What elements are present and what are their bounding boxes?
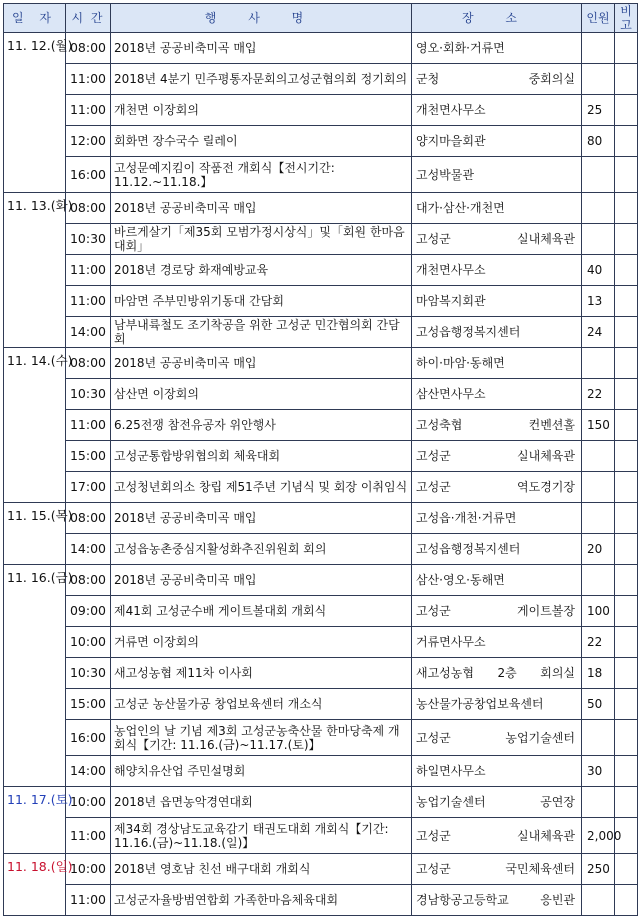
schedule-row — [4, 689, 638, 720]
note-cell — [615, 885, 638, 916]
place-cell: 고성읍행정복지센터 — [412, 534, 582, 565]
time-cell: 10:30 — [66, 658, 111, 689]
note-cell — [615, 95, 638, 126]
note-cell — [615, 64, 638, 95]
count-cell: 40 — [582, 255, 615, 286]
event-cell: 고성문예지킴이 작품전 개회식【전시기간: 11.12.~11.18.】 — [111, 157, 412, 193]
count-cell: 150 — [582, 410, 615, 441]
count-cell — [582, 33, 615, 64]
event-cell: 2018년 영호남 친선 배구대회 개회식 — [111, 854, 412, 885]
date-cell: 11. 18.(일) — [4, 854, 66, 916]
schedule-row — [4, 627, 638, 658]
count-cell: 13 — [582, 286, 615, 317]
schedule-row — [4, 472, 638, 503]
event-cell: 거류면 이장회의 — [111, 627, 412, 658]
schedule-row — [4, 348, 638, 379]
count-cell: 22 — [582, 627, 615, 658]
time-cell: 16:00 — [66, 720, 111, 756]
count-cell — [582, 441, 615, 472]
time-cell: 11:00 — [66, 95, 111, 126]
note-cell — [615, 720, 638, 756]
event-cell: 2018년 공공비축미곡 매입 — [111, 193, 412, 224]
count-cell: 30 — [582, 756, 615, 787]
place-cell: 하이·마암·동해면 — [412, 348, 582, 379]
place-cell: 삼산면사무소 — [412, 379, 582, 410]
schedule-row — [4, 503, 638, 534]
schedule-row — [4, 787, 638, 818]
schedule-table — [3, 3, 638, 916]
count-cell — [582, 787, 615, 818]
place-cell: 마암복지회관 — [412, 286, 582, 317]
count-cell — [582, 157, 615, 193]
time-cell: 10:30 — [66, 379, 111, 410]
time-cell: 11:00 — [66, 286, 111, 317]
schedule-row — [4, 565, 638, 596]
time-cell: 17:00 — [66, 472, 111, 503]
event-cell: 제34회 경상남도교육감기 태권도대회 개회식【기간: 11.16.(금)~11.18.(일)】 — [111, 818, 412, 854]
count-cell: 24 — [582, 317, 615, 348]
schedule-row — [4, 126, 638, 157]
time-cell: 08:00 — [66, 565, 111, 596]
date-cell: 11. 13.(화) — [4, 193, 66, 348]
count-cell — [582, 193, 615, 224]
header-event: 행 사 명 — [111, 4, 412, 33]
place-cell: 삼산·영오·동해면 — [412, 565, 582, 596]
schedule-row — [4, 410, 638, 441]
place-cell: 고성군 실내체육관 — [412, 224, 582, 255]
event-cell: 고성읍농촌중심지활성화추진위원회 회의 — [111, 534, 412, 565]
note-cell — [615, 193, 638, 224]
place-cell: 고성읍·개천·거류면 — [412, 503, 582, 534]
schedule-body — [4, 33, 638, 916]
event-cell: 고성군자율방범연합회 가족한마음체육대회 — [111, 885, 412, 916]
note-cell — [615, 596, 638, 627]
count-cell: 22 — [582, 379, 615, 410]
event-cell: 2018년 공공비축미곡 매입 — [111, 348, 412, 379]
note-cell — [615, 472, 638, 503]
place-cell: 거류면사무소 — [412, 627, 582, 658]
time-cell: 11:00 — [66, 818, 111, 854]
place-cell: 고성군 역도경기장 — [412, 472, 582, 503]
date-cell: 11. 17.(토) — [4, 787, 66, 854]
time-cell: 16:00 — [66, 157, 111, 193]
event-cell: 회화면 장수국수 릴레이 — [111, 126, 412, 157]
time-cell: 08:00 — [66, 348, 111, 379]
schedule-row — [4, 441, 638, 472]
schedule-row — [4, 157, 638, 193]
note-cell — [615, 534, 638, 565]
event-cell: 고성군통합방위협의회 체육대회 — [111, 441, 412, 472]
schedule-sheet — [3, 3, 637, 916]
note-cell — [615, 441, 638, 472]
place-cell: 고성군 농업기술센터 — [412, 720, 582, 756]
note-cell — [615, 787, 638, 818]
count-cell: 50 — [582, 689, 615, 720]
note-cell — [615, 317, 638, 348]
schedule-row — [4, 818, 638, 854]
note-cell — [615, 379, 638, 410]
schedule-row — [4, 33, 638, 64]
time-cell: 08:00 — [66, 33, 111, 64]
time-cell: 09:00 — [66, 596, 111, 627]
event-cell: 고성군 농산물가공 창업보육센터 개소식 — [111, 689, 412, 720]
event-cell: 바르게살기「제35회 모범가정시상식」및「회원 한마음대회」 — [111, 224, 412, 255]
place-cell: 개천면사무소 — [412, 95, 582, 126]
schedule-row — [4, 255, 638, 286]
header-time: 시 간 — [66, 4, 111, 33]
time-cell: 11:00 — [66, 885, 111, 916]
count-cell: 18 — [582, 658, 615, 689]
note-cell — [615, 627, 638, 658]
schedule-row — [4, 534, 638, 565]
event-cell: 남부내륙철도 조기착공을 위한 고성군 민간협의회 간담회 — [111, 317, 412, 348]
count-cell — [582, 348, 615, 379]
schedule-row — [4, 379, 638, 410]
place-cell: 양지마을회관 — [412, 126, 582, 157]
date-cell: 11. 15.(목) — [4, 503, 66, 565]
event-cell: 고성청년회의소 창립 제51주년 기념식 및 회장 이취임식 — [111, 472, 412, 503]
count-cell: 250 — [582, 854, 615, 885]
event-cell: 해양치유산업 주민설명회 — [111, 756, 412, 787]
time-cell: 11:00 — [66, 64, 111, 95]
schedule-row — [4, 885, 638, 916]
note-cell — [615, 410, 638, 441]
note-cell — [615, 503, 638, 534]
event-cell: 2018년 읍면농악경연대회 — [111, 787, 412, 818]
header-place: 장 소 — [412, 4, 582, 33]
header-row — [4, 4, 638, 33]
place-cell: 고성군 실내체육관 — [412, 441, 582, 472]
time-cell: 10:00 — [66, 854, 111, 885]
event-cell: 삼산면 이장회의 — [111, 379, 412, 410]
note-cell — [615, 854, 638, 885]
time-cell: 14:00 — [66, 756, 111, 787]
place-cell: 개천면사무소 — [412, 255, 582, 286]
place-cell: 경남항공고등학교 응빈관 — [412, 885, 582, 916]
note-cell — [615, 33, 638, 64]
note-cell — [615, 756, 638, 787]
event-cell: 제41회 고성군수배 게이트볼대회 개회식 — [111, 596, 412, 627]
place-cell: 농업기술센터 공연장 — [412, 787, 582, 818]
time-cell: 15:00 — [66, 689, 111, 720]
schedule-row — [4, 720, 638, 756]
count-cell — [582, 565, 615, 596]
count-cell — [582, 885, 615, 916]
place-cell: 고성군 실내체육관 — [412, 818, 582, 854]
count-cell: 20 — [582, 534, 615, 565]
header-count: 인원 — [582, 4, 615, 33]
header-date: 일 자 — [4, 4, 66, 33]
event-cell: 2018년 4분기 민주평통자문회의고성군협의회 정기회의 — [111, 64, 412, 95]
schedule-row — [4, 64, 638, 95]
note-cell — [615, 224, 638, 255]
header-note: 비고 — [615, 4, 638, 33]
date-cell: 11. 12.(월) — [4, 33, 66, 193]
schedule-row — [4, 193, 638, 224]
count-cell — [582, 503, 615, 534]
time-cell: 15:00 — [66, 441, 111, 472]
date-cell: 11. 16.(금) — [4, 565, 66, 787]
time-cell: 11:00 — [66, 255, 111, 286]
schedule-row — [4, 658, 638, 689]
note-cell — [615, 286, 638, 317]
schedule-row — [4, 286, 638, 317]
count-cell — [582, 224, 615, 255]
note-cell — [615, 157, 638, 193]
event-cell: 개천면 이장회의 — [111, 95, 412, 126]
schedule-row — [4, 317, 638, 348]
time-cell: 10:30 — [66, 224, 111, 255]
place-cell: 고성박물관 — [412, 157, 582, 193]
place-cell: 영오·회화·거류면 — [412, 33, 582, 64]
place-cell: 고성축협 컨벤션홀 — [412, 410, 582, 441]
place-cell: 군청 중회의실 — [412, 64, 582, 95]
time-cell: 08:00 — [66, 503, 111, 534]
event-cell: 2018년 공공비축미곡 매입 — [111, 33, 412, 64]
time-cell: 10:00 — [66, 627, 111, 658]
place-cell: 농산물가공창업보육센터 — [412, 689, 582, 720]
event-cell: 6.25전쟁 참전유공자 위안행사 — [111, 410, 412, 441]
event-cell: 2018년 공공비축미곡 매입 — [111, 503, 412, 534]
schedule-row — [4, 854, 638, 885]
note-cell — [615, 348, 638, 379]
note-cell — [615, 255, 638, 286]
place-cell: 대가·삼산·개천면 — [412, 193, 582, 224]
note-cell — [615, 689, 638, 720]
event-cell: 농업인의 날 기념 제3회 고성군농축산물 한마당축제 개회식【기간: 11.16.(금)~11.17.(토)】 — [111, 720, 412, 756]
schedule-row — [4, 224, 638, 255]
note-cell — [615, 565, 638, 596]
count-cell: 100 — [582, 596, 615, 627]
date-cell: 11. 14.(수) — [4, 348, 66, 503]
time-cell: 14:00 — [66, 534, 111, 565]
place-cell: 고성군 게이트볼장 — [412, 596, 582, 627]
event-cell: 2018년 경로당 화재예방교육 — [111, 255, 412, 286]
schedule-row — [4, 756, 638, 787]
place-cell: 하일면사무소 — [412, 756, 582, 787]
note-cell — [615, 658, 638, 689]
count-cell: 25 — [582, 95, 615, 126]
event-cell: 새고성농협 제11차 이사회 — [111, 658, 412, 689]
count-cell: 2,000 — [582, 818, 615, 854]
note-cell — [615, 126, 638, 157]
place-cell: 새고성농협 2층 회의실 — [412, 658, 582, 689]
time-cell: 12:00 — [66, 126, 111, 157]
schedule-row — [4, 596, 638, 627]
time-cell: 14:00 — [66, 317, 111, 348]
time-cell: 11:00 — [66, 410, 111, 441]
count-cell — [582, 64, 615, 95]
time-cell: 10:00 — [66, 787, 111, 818]
count-cell — [582, 720, 615, 756]
schedule-row — [4, 95, 638, 126]
count-cell: 80 — [582, 126, 615, 157]
event-cell: 2018년 공공비축미곡 매입 — [111, 565, 412, 596]
count-cell — [582, 472, 615, 503]
event-cell: 마암면 주부민방위기동대 간담회 — [111, 286, 412, 317]
place-cell: 고성읍행정복지센터 — [412, 317, 582, 348]
time-cell: 08:00 — [66, 193, 111, 224]
place-cell: 고성군 국민체육센터 — [412, 854, 582, 885]
